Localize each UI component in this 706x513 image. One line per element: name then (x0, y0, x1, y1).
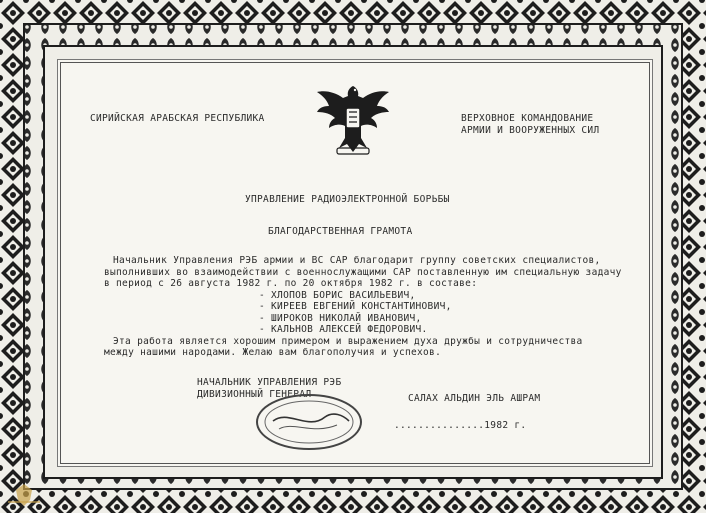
body-line: в период с 26 августа 1982 г. по 20 октября 1982 г. в составе: (104, 278, 478, 289)
closing-line: между нашими народами. Желаю вам благополучия и успехов. (104, 347, 442, 358)
body-text (104, 255, 622, 359)
watermark-logo-icon (4, 482, 44, 510)
body-line: Начальник Управления РЭБ армии и ВС САР благодарит группу советских специалистов, (113, 255, 601, 266)
certificate-sheet (60, 62, 650, 464)
header-right-line-1: ВЕРХОВНОЕ КОМАНДОВАНИЕ (461, 113, 594, 124)
official-seal-stamp (253, 391, 365, 457)
closing-line: Эта работа является хорошим примером и выражением духа дружбы и сотрудничества (113, 335, 583, 347)
signature-name: САЛАХ АЛЬДИН ЭЛЬ АШРАМ (408, 393, 541, 404)
header-left: СИРИЙСКАЯ АРАБСКАЯ РЕСПУБЛИКА (90, 113, 265, 124)
coat-of-arms-eagle-icon (313, 78, 393, 162)
document-title: УПРАВЛЕНИЕ РАДИОЭЛЕКТРОННОЙ БОРЬБЫ (245, 194, 450, 205)
body-line: выполнивших во взаимодействии с военнослужащими САР поставленную им специальную задачу (104, 266, 622, 278)
date-line: ...............1982 г. (394, 420, 527, 431)
signature-title-line-1: НАЧАЛЬНИК УПРАВЛЕНИЯ РЭБ (197, 377, 342, 388)
member-line: - КАЛЬНОВ АЛЕКСЕЙ ФЕДОРОВИЧ. (259, 324, 428, 335)
header-right (461, 113, 599, 137)
header-right-line-2: АРМИИ И ВООРУЖЕННЫХ СИЛ (461, 125, 600, 136)
member-line: - ХЛОПОВ БОРИС ВАСИЛЬЕВИЧ, (259, 289, 416, 301)
member-line: - ШИРОКОВ НИКОЛАЙ ИВАНОВИЧ, (259, 312, 422, 324)
member-line: - КИРЕЕВ ЕВГЕНИЙ КОНСТАНТИНОВИЧ, (259, 301, 452, 312)
document-subtitle: БЛАГОДАРСТВЕННАЯ ГРАМОТА (268, 226, 413, 237)
signature-title-line-2: ДИВИЗИОННЫЙ ГЕНЕРАЛ (197, 389, 312, 400)
